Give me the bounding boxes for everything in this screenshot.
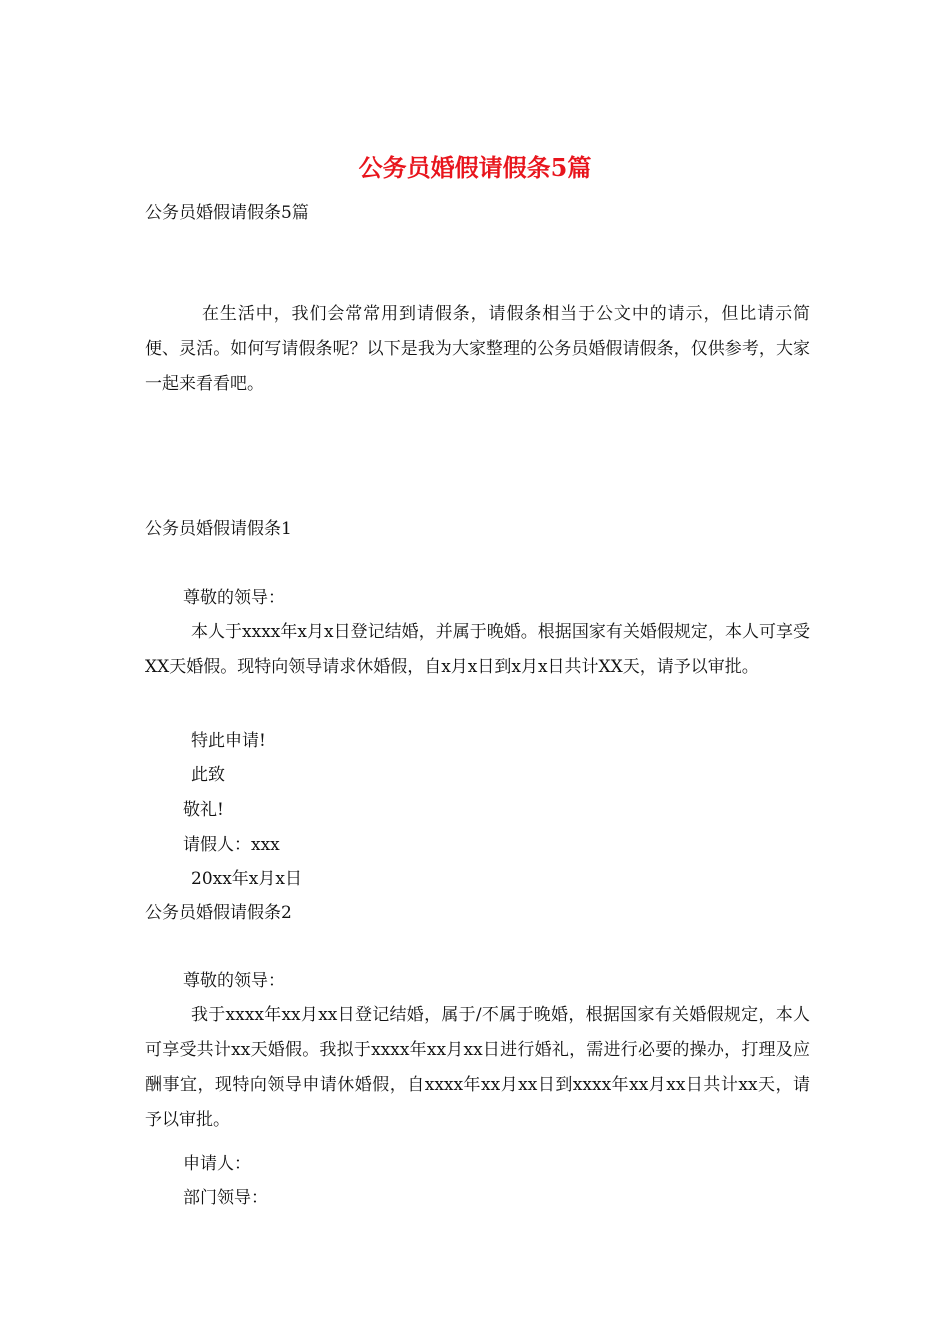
intro-paragraph: 在生活中，我们会常常用到请假条，请假条相当于公文中的请示，但比请示简便、灵活。如何写请假条呢？以下是我为大家整理的公务员婚假请假条，仅供参考，大家一起来看看吧。	[145, 304, 810, 394]
sample2-salutation: 尊敬的领导：	[183, 971, 285, 991]
sample1-closing-jingli: 敬礼!	[183, 800, 224, 820]
sample2-applicant: 申请人：	[183, 1154, 251, 1174]
sample1-salutation: 尊敬的领导：	[183, 588, 285, 608]
document-subtitle: 公务员婚假请假条5篇	[145, 203, 309, 223]
document-title: 公务员婚假请假条5篇	[358, 153, 592, 182]
sample2-department-leader: 部门领导：	[183, 1188, 268, 1208]
sample2-heading: 公务员婚假请假条2	[145, 903, 292, 923]
sample1-heading: 公务员婚假请假条1	[145, 519, 292, 539]
sample1-closing-request: 特此申请!	[191, 731, 266, 751]
sample1-closing-cizhi: 此致	[191, 765, 225, 785]
sample2-body: 我于xxxx年xx月xx日登记结婚，属于/不属于晚婚，根据国家有关婚假规定，本人可享受共计xx天婚假。我拟于xxxx年xx月xx日进行婚礼，需进行必要的操办，打理及应酬事宜，现特向领导申请休婚假，自xxxx年xx月xx日到xxxx年xx月xx日共计xx天，请予以审批。	[145, 1005, 810, 1130]
sample1-date: 20xx年x月x日	[191, 869, 302, 889]
sample1-body: 本人于xxxx年x月x日登记结婚，并属于晚婚。根据国家有关婚假规定，本人可享受XX天婚假。现特向领导请求休婚假，自x月x日到x月x日共计XX天，请予以审批。	[145, 622, 810, 677]
sample1-applicant: 请假人：xxx	[183, 835, 280, 855]
